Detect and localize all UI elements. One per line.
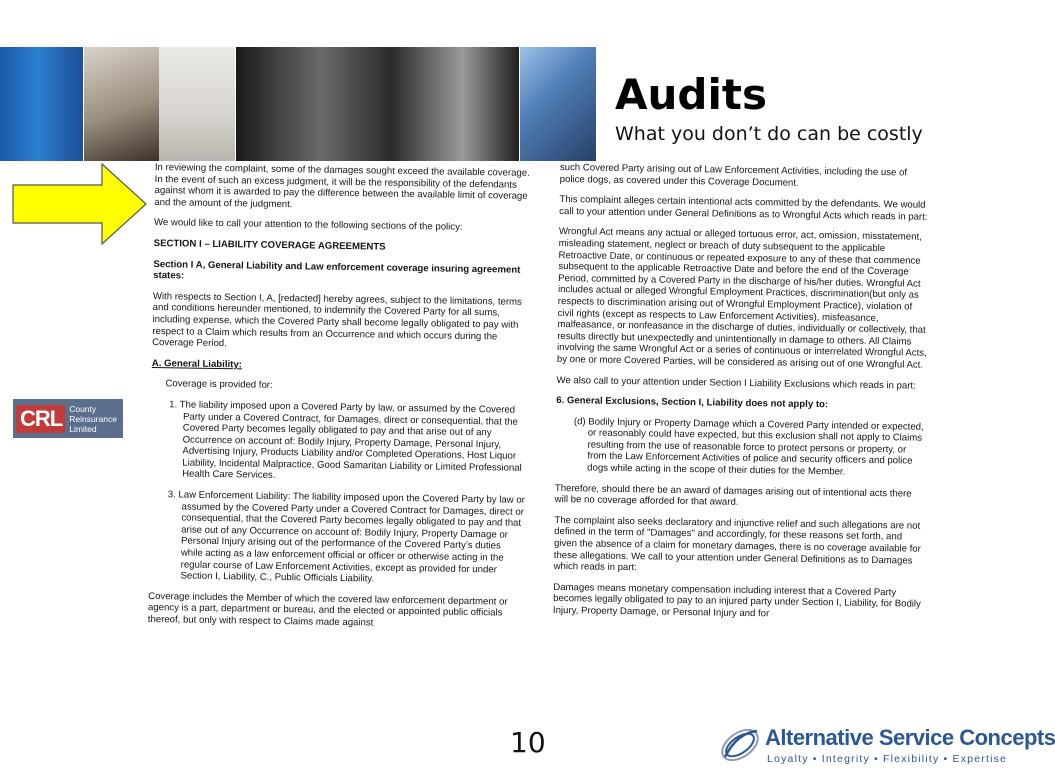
document-right-column bbox=[553, 162, 932, 631]
office-worker-photo bbox=[84, 47, 159, 161]
doc-paragraph: This complaint alleges certain intentional acts committed by the defendants. We would call to your attention under General Definitions as to Wrongful Acts which reads in part: bbox=[559, 194, 928, 223]
doc-list-item: (d) Bodily Injury or Property Damage which a Covered Party intended or expected, or reasonably could have expected, but this exclusion shall not apply to Claims resulting from the use of reasonable force to protect persons or property, or from the Law Enforcement Activities of police and security officers and police dogs while acting in the scope of their duties for the Member. bbox=[573, 415, 924, 478]
medical-staff-photo bbox=[159, 47, 235, 161]
doc-paragraph: We also call to your attention under Section I Liability Exclusions which reads in part: bbox=[556, 374, 916, 392]
doc-paragraph: We would like to call your attention to the following sections of the policy: bbox=[153, 217, 463, 234]
doc-paragraph: The complaint also seeks declaratory and injunctive relief and such allegations are not defined in the term of "Damages" and accordingly, for these reasons set forth, and given the absence of a claim for monetary damages, there is no coverage available for these allegations. We call to your attention under General Definitions as to Damages which reads in part: bbox=[553, 514, 921, 574]
company-tagline: Loyalty • Integrity • Flexibility • Expertise bbox=[767, 753, 1008, 765]
doc-list-item: 1. The liability imposed upon a Covered Party by law, or assumed by the Covered Party under a Covered Contract, for Damages, direct or consequential, that the Covered Party becomes legally obligated to pay and that arise out of any Occurrence on account of: Bodily Injury, Property Damage, Personal Injury, Advertising Injury, Products Liability and/or Completed Operations, Host Liquor Liability, Incidental Malpractice, Good Samaritan Liability or Limited Professional Health Care Services. bbox=[169, 399, 522, 482]
swirl-logo-icon bbox=[717, 723, 763, 767]
doc-paragraph: Coverage is provided for: bbox=[165, 378, 273, 392]
crl-logo-line1: County bbox=[69, 403, 97, 414]
doc-paragraph: such Covered Party arising out of Law Enforcement Activities, including the use of police dogs, as covered under this Coverage Document. bbox=[559, 162, 908, 189]
doc-heading: Section I A, General Liability and Law enforcement coverage insuring agreement states: bbox=[153, 258, 521, 282]
page-number: 10 bbox=[510, 726, 546, 759]
doc-paragraph: In reviewing the complaint, some of the damages sought exceed the available coverage. In the event of such an excess judgment, it will be the responsibility of the defendants against whom it is awarded to pay the difference between the available limit of coverage and the amount of the judgment. bbox=[154, 162, 530, 210]
crl-logo-mark: CRL bbox=[16, 405, 65, 433]
arrow-right-icon bbox=[12, 163, 148, 245]
wheelchair-crutches-photo bbox=[236, 47, 519, 161]
crl-logo bbox=[13, 399, 123, 438]
crl-logo-line3: Limited bbox=[69, 423, 97, 434]
doc-subheading: A. General Liability: bbox=[151, 357, 243, 371]
slide-subtitle: What you don’t do can be costly bbox=[615, 123, 923, 145]
crl-logo-line2: Reinsurance bbox=[69, 413, 117, 424]
doc-paragraph: With respects to Section I, A, [redacted] hereby agrees, subject to the limitations, terms and conditions hereunder mentioned, to indemnify the Covered Party for all sums, including expense, which the Covered Party shall become legally obligated to pay with respect to a Claim which results from an Occurrence and which occurs during the Coverage Period. bbox=[152, 290, 522, 350]
knee-joint-photo bbox=[0, 47, 83, 161]
doc-list-item: 3. Law Enforcement Liability: The liability imposed upon the Covered Party by law or assumed by the Covered Party under a Covered Contract for Damages, direct or consequential, that the Covered Party becomes legally obligated to pay and that arise out of any Occurrence on account of: Bodily Injury, Property Damage or Personal Injury arising out of the performance of the Covered Party’s duties while acting as a law enforcement official or officer or otherwise acting in the regular course of Law Enforcement Activities, except as provided for under Section I, Liability, C., Public Officials Liability. bbox=[167, 489, 525, 585]
doc-paragraph: Wrongful Act means any actual or alleged tortuous error, act, omission, misstatement, misleading statement, neglect or breach of duty subsequent to the applicable Retroactive Date, or continuous or repeated exposure to any of these that commence subsequent to the applicable Retroactive Date and before the end of the Coverage Period, committed by a Covered Party in the discharge of his/her duties. Wrongful Act includes actual or alleged Wrongful Employment Practices, discrimination(but only as respects to discrimination arising out of Wrongful Employment Practice), violation of civil rights (except as respects to Law Enforcement Activities), misfeasance, malfeasance, or nonfeasance in the discharge of duties, individually or collectively, that results directly but unexpectedly and unintentionally in damage to others. All Claims involving the same Wrongful Act or a series of continuous or interrelated Wrongful Acts, by one or more Covered Parties, will be considered as arising out of one Wrongful Act. bbox=[556, 226, 927, 371]
company-name: Alternative Service Concepts bbox=[765, 725, 1055, 750]
doc-heading: SECTION I – LIABILITY COVERAGE AGREEMENTS bbox=[153, 237, 386, 253]
doc-heading: 6. General Exclusions, Section I, Liability does not apply to: bbox=[556, 395, 829, 411]
doc-paragraph: Damages means monetary compensation including interest that a Covered Party becomes legally obligated to pay to an injured party under Section I, Liability, for Bodily Injury, Property Damage, or Personal Injury and for bbox=[552, 581, 921, 620]
company-logo bbox=[717, 723, 1055, 767]
police-officer-photo bbox=[520, 47, 596, 161]
doc-paragraph: Therefore, should there be an award of damages arising out of intentional acts there will be no coverage afforded for that award. bbox=[554, 482, 912, 509]
slide-title: Audits bbox=[615, 70, 767, 119]
crl-logo-text bbox=[65, 404, 117, 434]
document-left-column bbox=[148, 162, 531, 640]
doc-paragraph: Coverage includes the Member of which the covered law enforcement department or agency is a part, department or bureau, and the elected or appointed public officials thereof, but only with respect to Claims made against bbox=[147, 590, 508, 629]
